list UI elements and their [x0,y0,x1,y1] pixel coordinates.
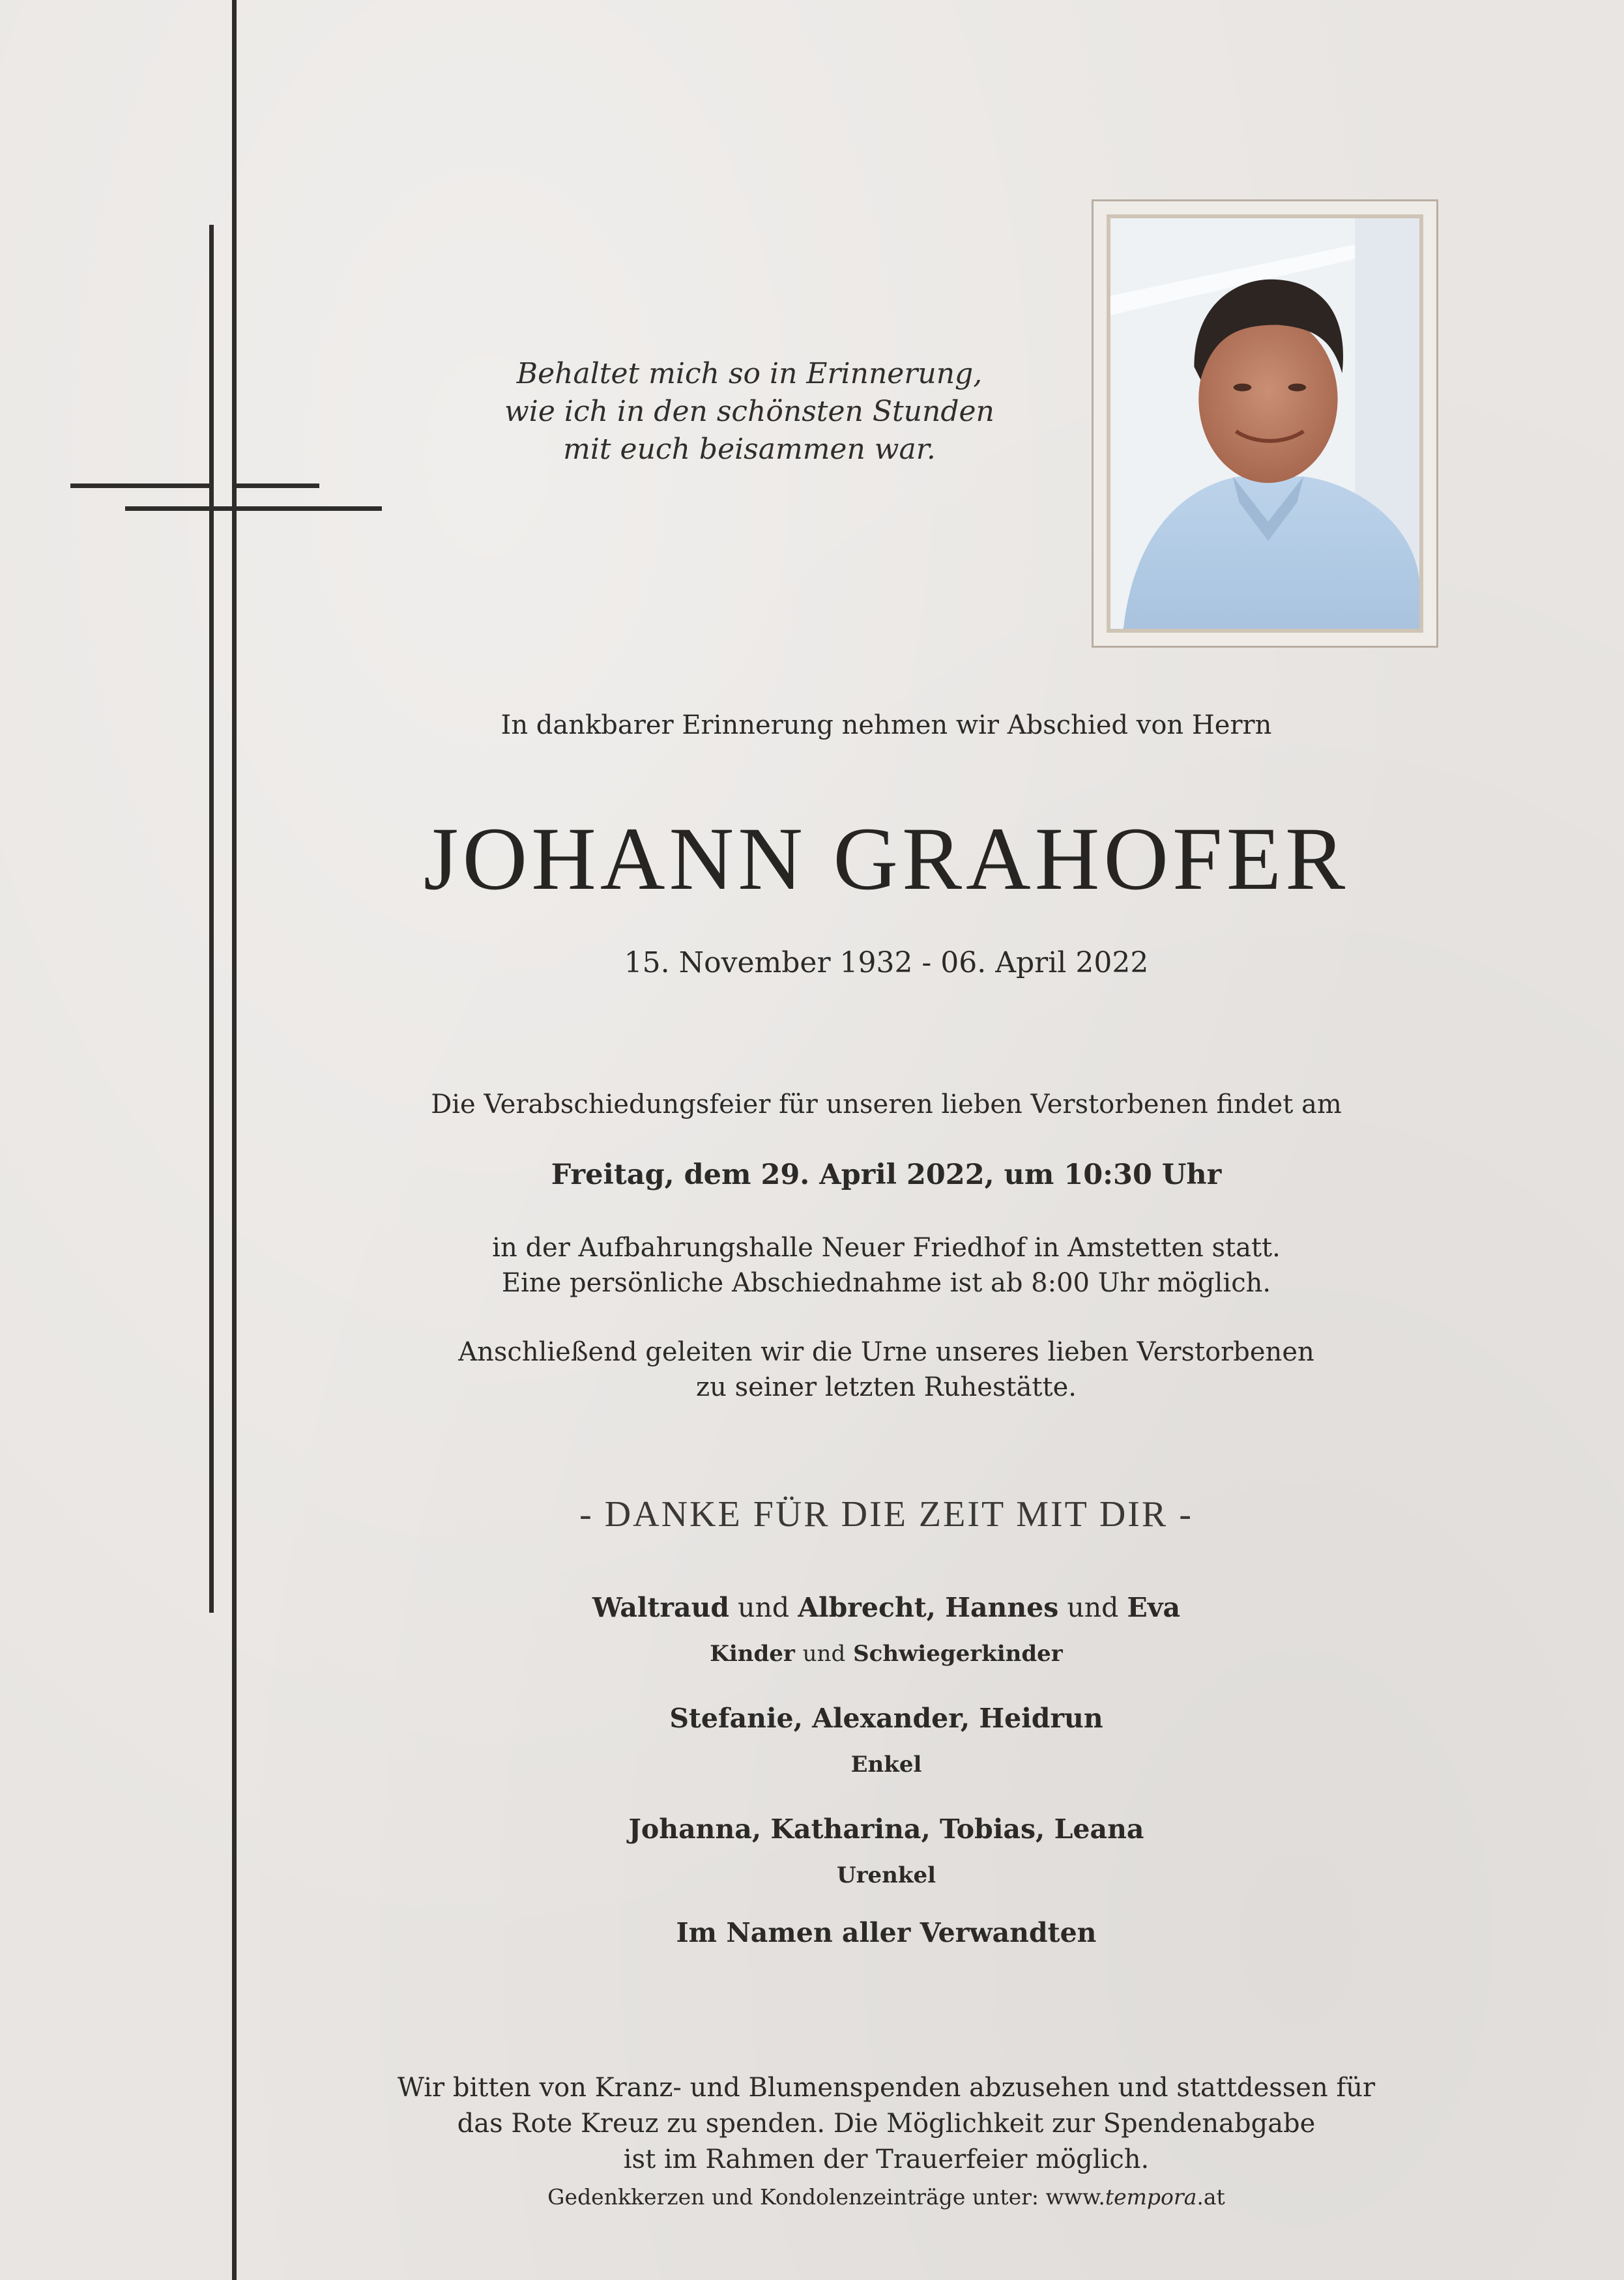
donation-line-1: Wir bitten von Kranz- und Blumenspenden abzusehen und stattdessen für [397,2073,1376,2103]
quote-line-1: Behaltet mich so in Erinnerung, [516,357,983,390]
mourners-children [339,1592,1434,1623]
role-label: Kinder [710,1641,795,1667]
footer-tld: .at [1196,2184,1225,2210]
portrait-photo [1107,214,1423,633]
life-dates: 15. November 1932 - 06. April 2022 [624,946,1149,979]
donation-request [339,2070,1434,2178]
memorial-quote [456,355,1043,469]
role-label: Schwiegerkinder [853,1641,1063,1667]
ceremony-intro: Die Verabschiedungsfeier für unseren lieben Verstorbenen findet am [431,1089,1342,1119]
quote-line-3: mit euch beisammen war. [563,433,936,466]
footer-condolence [339,2184,1434,2210]
mourner-conjunction: und [1067,1592,1119,1623]
mourners-grandchildren: Stefanie, Alexander, Heidrun [669,1703,1103,1734]
role-conjunction: und [802,1641,846,1667]
footer-text: Gedenkkerzen und Kondolenzeinträge unter: www. [547,2184,1105,2210]
cross-horizontal-upper-right-line [232,483,319,488]
mourners-all-relatives: Im Namen aller Verwandten [676,1917,1097,1948]
motto: - DANKE FÜR DIE ZEIT MIT DIR - [579,1494,1193,1535]
mourner-name: Albrecht, Hannes [798,1592,1059,1623]
portrait-frame [1092,199,1438,648]
mourner-name: Waltraud [592,1592,730,1623]
cross-horizontal-lower-line [125,506,382,511]
footer-brand-link[interactable]: tempora [1105,2184,1197,2210]
cross-vertical-long-line [232,0,237,2280]
mourner-name: Eva [1127,1592,1181,1623]
mourners-children-role [339,1641,1434,1667]
deceased-name: JOHANN GRAHOFER [423,809,1350,908]
urn-line-2: zu seiner letzten Ruhestätte. [696,1372,1077,1402]
mourner-conjunction: und [738,1592,790,1623]
mourners-great-grandchildren-role: Urenkel [836,1862,936,1888]
donation-line-2: das Rote Kreuz zu spenden. Die Möglichkeit zur Spendenabgabe [457,2109,1316,2139]
cross-horizontal-left-line [70,483,214,488]
mourners-great-grandchildren: Johanna, Katharina, Tobias, Leana [628,1813,1144,1845]
portrait-illustration [1110,218,1419,629]
ceremony-place [339,1230,1434,1301]
donation-line-3: ist im Rahmen der Trauerfeier möglich. [623,2144,1150,2174]
ceremony-place-line-2: Eine persönliche Abschiednahme ist ab 8:00 Uhr möglich. [501,1268,1271,1298]
cross-vertical-short-line [209,225,214,1613]
quote-line-2: wie ich in den schönsten Stunden [504,395,994,428]
urn-line-1: Anschließend geleiten wir die Urne unseres lieben Verstorbenen [458,1337,1314,1367]
intro-text: In dankbarer Erinnerung nehmen wir Abschied von Herrn [500,710,1272,740]
urn-text [339,1335,1434,1405]
ceremony-place-line-1: in der Aufbahrungshalle Neuer Friedhof in Amstetten statt. [492,1233,1281,1263]
ceremony-datetime: Freitag, dem 29. April 2022, um 10:30 Uhr [551,1159,1222,1191]
mourners-grandchildren-role: Enkel [850,1752,922,1778]
